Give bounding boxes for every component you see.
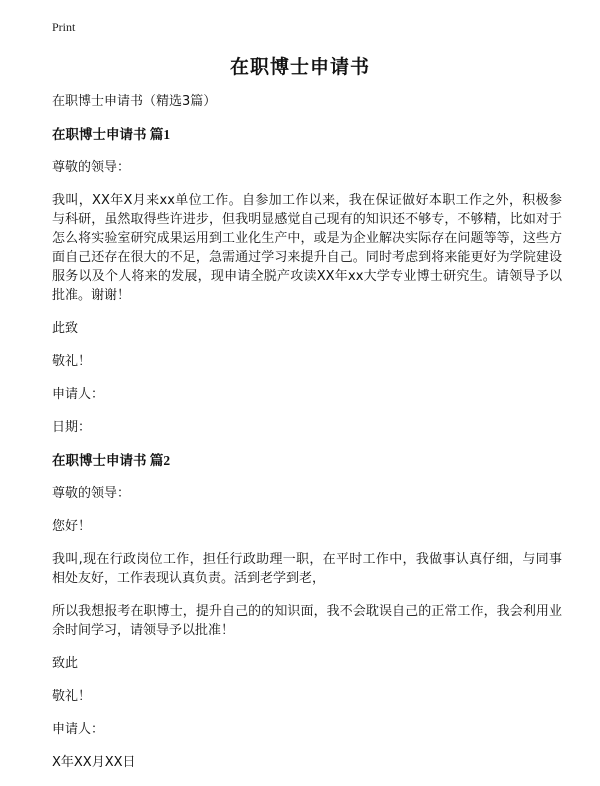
- closing-line-1a: 此致: [52, 321, 79, 336]
- closing-line-2a: 致此: [52, 656, 79, 671]
- closing-line-2b: 敬礼！: [52, 689, 92, 704]
- section-heading-2: 在职博士申请书 篇2: [52, 453, 171, 468]
- greeting-2: 尊敬的领导：: [52, 486, 131, 501]
- section-heading-1: 在职博士申请书 篇1: [52, 127, 171, 142]
- document-body: [52, 92, 562, 786]
- document-subtitle: 在职博士申请书（精选3篇）: [52, 94, 217, 109]
- body-paragraph-1: 我叫，XX年X月来xx单位工作。自参加工作以来，我在保证做好本职工作之外，积极参与科研，虽然取得些许进步，但我明显感觉自己现有的知识还不够专，不够精，比如对于怎么将实验室研究成果运用到工业化生产中，或是为企业解决实际存在问题等等，这些方面自己还存在很大的不足，急需通过学习来提升自己。同时考虑到将来能更好为学院建设服务以及个人将来的发展，现申请全脱产攻读XX年xx大学专业博士研究生。请领导予以批准。谢谢！: [52, 193, 562, 303]
- page-title: 在职博士申请书: [229, 56, 370, 78]
- applicant-line-1: 申请人：: [52, 387, 105, 402]
- closing-line-1b: 敬礼！: [52, 354, 92, 369]
- applicant-line-2: 申请人：: [52, 722, 105, 737]
- date-line-2: X年XX月XX日: [52, 755, 136, 770]
- greeting-1: 尊敬的领导：: [52, 160, 131, 175]
- date-line-1: 日期：: [52, 420, 92, 435]
- body-paragraph-2a: 我叫,现在行政岗位工作，担任行政助理一职，在平时工作中，我做事认真仔细，与同事相处友好，工作表现认真负责。活到老学到老，: [52, 552, 562, 586]
- hello-line-2: 您好！: [52, 519, 92, 534]
- print-label: Print: [52, 20, 76, 34]
- body-paragraph-2b: 所以我想报考在职博士，提升自己的的知识面，我不会耽误自己的正常工作，我会利用业余时间学习，请领导予以批准！: [52, 604, 562, 638]
